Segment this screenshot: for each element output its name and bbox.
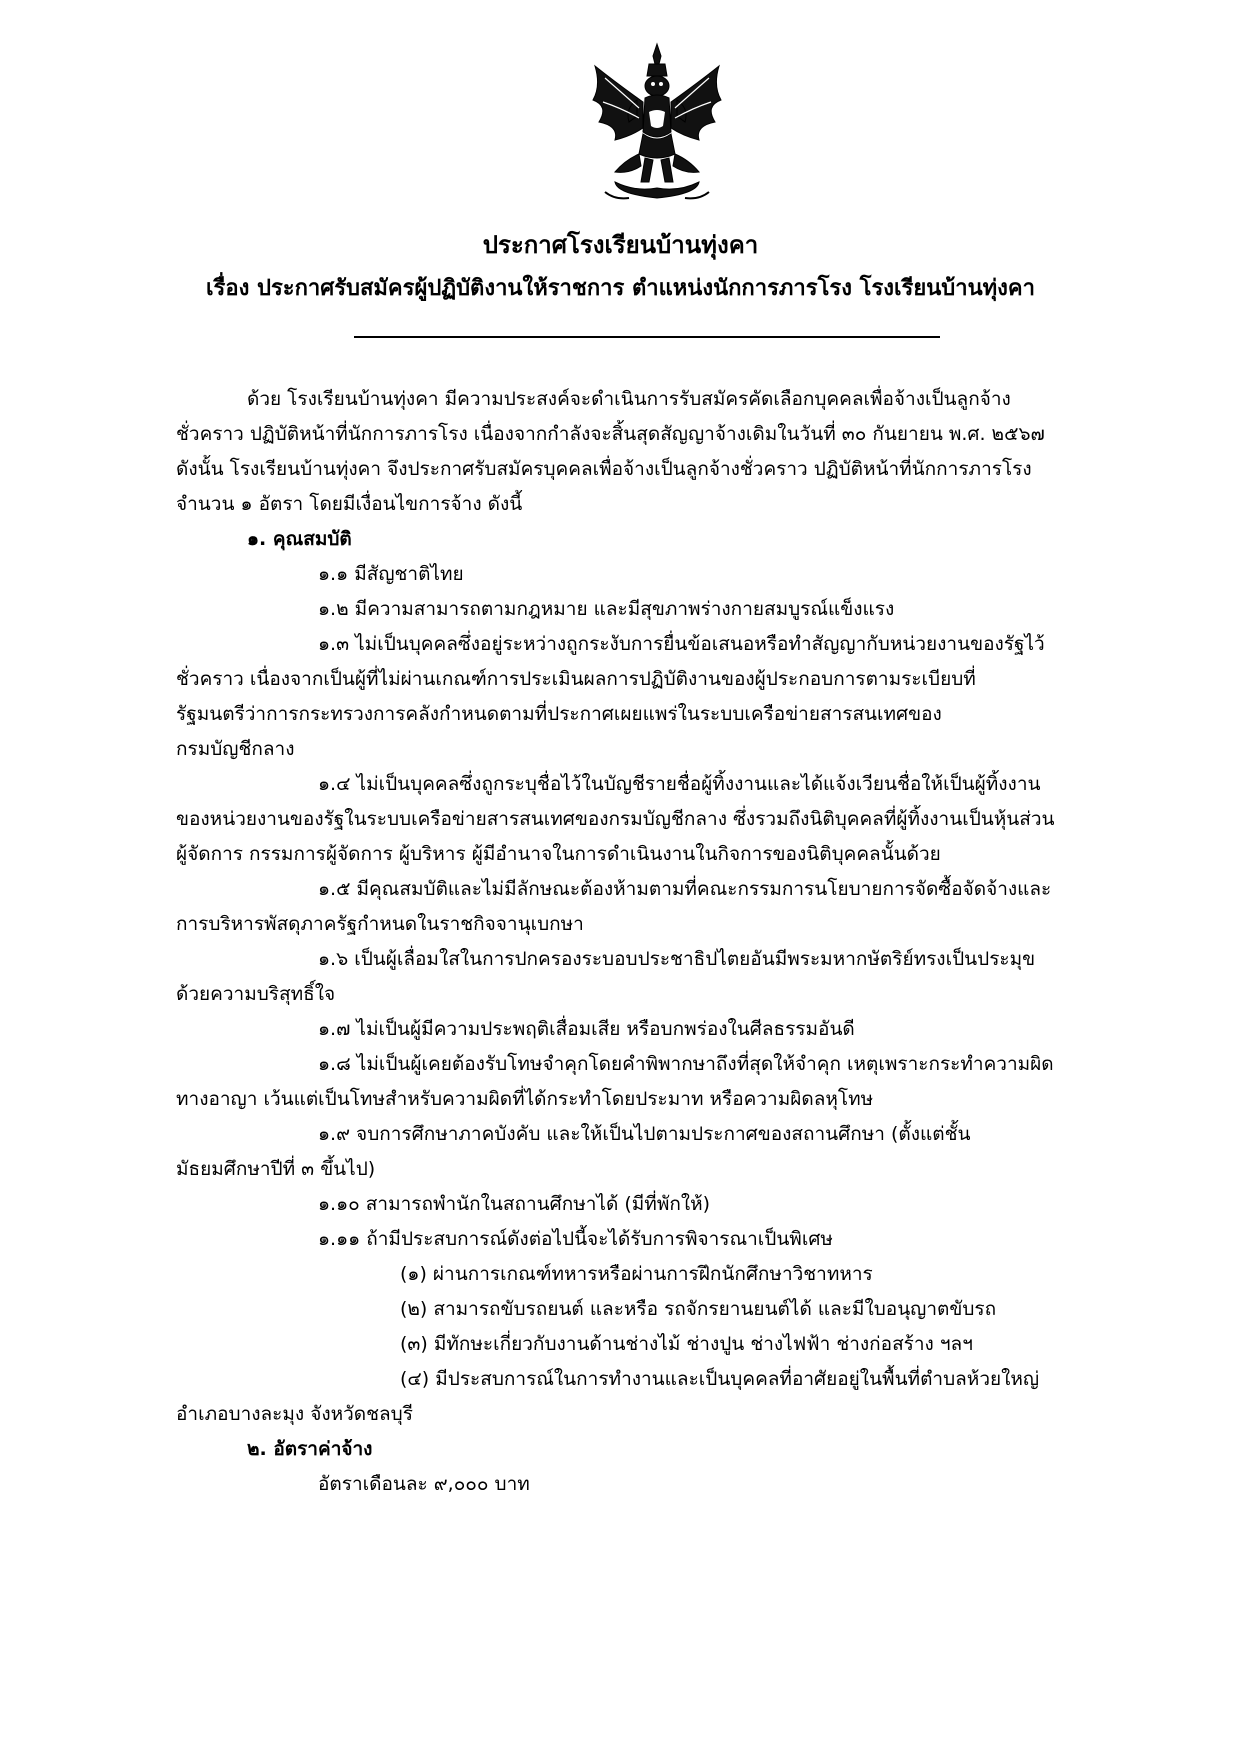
item-1-3-line-3: รัฐมนตรีว่าการกระทรวงการคลังกำหนดตามที่ประกาศเผยแพร่ในระบบเครือข่ายสารสนเทศของ (176, 703, 942, 725)
sub-item-4-line-2: อำเภอบางละมุง จังหวัดชลบุรี (176, 1403, 413, 1425)
item-1-9-line-1: ๑.๙ จบการศึกษาภาคบังคับ และให้เป็นไปตามประกาศของสถานศึกษา (ตั้งแต่ชั้น (318, 1123, 971, 1145)
garuda-emblem-icon (585, 42, 729, 202)
intro-line-1-text: ด้วย โรงเรียนบ้านทุ่งคา มีความประสงค์จะดำเนินการรับสมัครคัดเลือกบุคคลเพื่อจ้างเป็นลูกจ้าง (247, 388, 1011, 410)
sub-item-3: (๓) มีทักษะเกี่ยวกับงานด้านช่างไม้ ช่างปูน ช่างไฟฟ้า ช่างก่อสร้าง ฯลฯ (400, 1333, 973, 1355)
item-1-5-line-1: ๑.๕ มีคุณสมบัติและไม่มีลักษณะต้องห้ามตามที่คณะกรรมการนโยบายการจัดซื้อจัดจ้างและ (318, 878, 1052, 900)
intro-line-2: ชั่วคราว ปฏิบัติหน้าที่นักการภารโรง เนื่องจากกำลังจะสิ้นสุดสัญญาจ้างเดิมในวันที่ ๓๐ กันยายน พ.ศ. ๒๕๖๗ (176, 423, 1045, 445)
item-1-11: ๑.๑๑ ถ้ามีประสบการณ์ดังต่อไปนี้จะได้รับการพิจารณาเป็นพิเศษ (318, 1228, 833, 1250)
item-1-10: ๑.๑๐ สามารถพำนักในสถานศึกษาได้ (มีที่พักให้) (318, 1193, 711, 1215)
announcement-subject: เรื่อง ประกาศรับสมัครผู้ปฏิบัติงานให้ราชการ ตำแหน่งนักการภารโรง โรงเรียนบ้านทุ่งคา (206, 276, 1035, 301)
item-1-3-line-4: กรมบัญชีกลาง (176, 738, 295, 760)
item-1-4-line-3: ผู้จัดการ กรรมการผู้จัดการ ผู้บริหาร ผู้มีอำนาจในการดำเนินงานในกิจการของนิติบุคคลนั้นด้วย (176, 843, 941, 865)
item-1-3-line-1: ๑.๓ ไม่เป็นบุคคลซึ่งอยู่ระหว่างถูกระงับการยื่นข้อเสนอหรือทำสัญญากับหน่วยงานของรัฐไว้ (318, 633, 1045, 655)
item-1-6-line-1: ๑.๖ เป็นผู้เลื่อมใสในการปกครองระบอบประชาธิปไตยอันมีพระมหากษัตริย์ทรงเป็นประมุข (318, 948, 1036, 970)
item-1-4-line-2: ของหน่วยงานของรัฐในระบบเครือข่ายสารสนเทศของกรมบัญชีกลาง ซึ่งรวมถึงนิติบุคคลที่ผู้ทิ้งงานเป็นหุ้นส่วน (176, 808, 1055, 830)
item-1-5-line-2: การบริหารพัสดุภาครัฐกำหนดในราชกิจจานุเบกษา (176, 913, 584, 935)
item-1-8-line-2: ทางอาญา เว้นแต่เป็นโทษสำหรับความผิดที่ได้กระทำโดยประมาท หรือความผิดลหุโทษ (176, 1088, 874, 1110)
intro-line-3: ดังนั้น โรงเรียนบ้านทุ่งคา จึงประกาศรับสมัครบุคคลเพื่อจ้างเป็นลูกจ้างชั่วคราว ปฏิบัติหน้าที่นักการภารโรง (176, 458, 1032, 480)
intro-line-4: จำนวน ๑ อัตรา โดยมีเงื่อนไขการจ้าง ดังนี้ (176, 493, 523, 515)
item-1-1: ๑.๑ มีสัญชาติไทย (318, 563, 464, 585)
wage-rate: อัตราเดือนละ ๙,๐๐๐ บาท (318, 1473, 530, 1495)
item-1-8-line-1: ๑.๘ ไม่เป็นผู้เคยต้องรับโทษจำคุกโดยคำพิพากษาถึงที่สุดให้จำคุก เหตุเพราะกระทำความผิด (318, 1053, 1054, 1075)
item-1-6-line-2: ด้วยความบริสุทธิ์ใจ (176, 983, 336, 1005)
item-1-2: ๑.๒ มีความสามารถตามกฎหมาย และมีสุขภาพร่างกายสมบูรณ์แข็งแรง (318, 598, 895, 620)
section-1-heading: ๑. คุณสมบัติ (247, 528, 352, 550)
announcement-title: ประกาศโรงเรียนบ้านทุ่งคา (482, 231, 759, 259)
item-1-7: ๑.๗ ไม่เป็นผู้มีความประพฤติเสื่อมเสีย หรือบกพร่องในศีลธรรมอันดี (318, 1018, 855, 1040)
item-1-4-line-1: ๑.๔ ไม่เป็นบุคคลซึ่งถูกระบุชื่อไว้ในบัญชีรายชื่อผู้ทิ้งงานและได้แจ้งเวียนชื่อให้เป็นผู้ทิ้งงาน (318, 773, 1041, 795)
section-2-heading: ๒. อัตราค่าจ้าง (247, 1438, 373, 1460)
sub-item-2: (๒) สามารถขับรถยนต์ และหรือ รถจักรยานยนต์ได้ และมีใบอนุญาตขับรถ (400, 1298, 997, 1320)
item-1-9-line-2: มัธยมศึกษาปีที่ ๓ ขึ้นไป) (176, 1158, 376, 1180)
title-divider (354, 336, 940, 338)
item-1-3-line-2: ชั่วคราว เนื่องจากเป็นผู้ที่ไม่ผ่านเกณฑ์การประเมินผลการปฏิบัติงานของผู้ประกอบการตามระเบียบที่ (176, 668, 976, 690)
sub-item-1: (๑) ผ่านการเกณฑ์ทหารหรือผ่านการฝึกนักศึกษาวิชาทหาร (400, 1263, 873, 1285)
sub-item-4-line-1: (๔) มีประสบการณ์ในการทำงานและเป็นบุคคลที่อาศัยอยู่ในพื้นที่ตำบลห้วยใหญ่ (400, 1368, 1040, 1390)
intro-line-1 (247, 386, 1107, 412)
